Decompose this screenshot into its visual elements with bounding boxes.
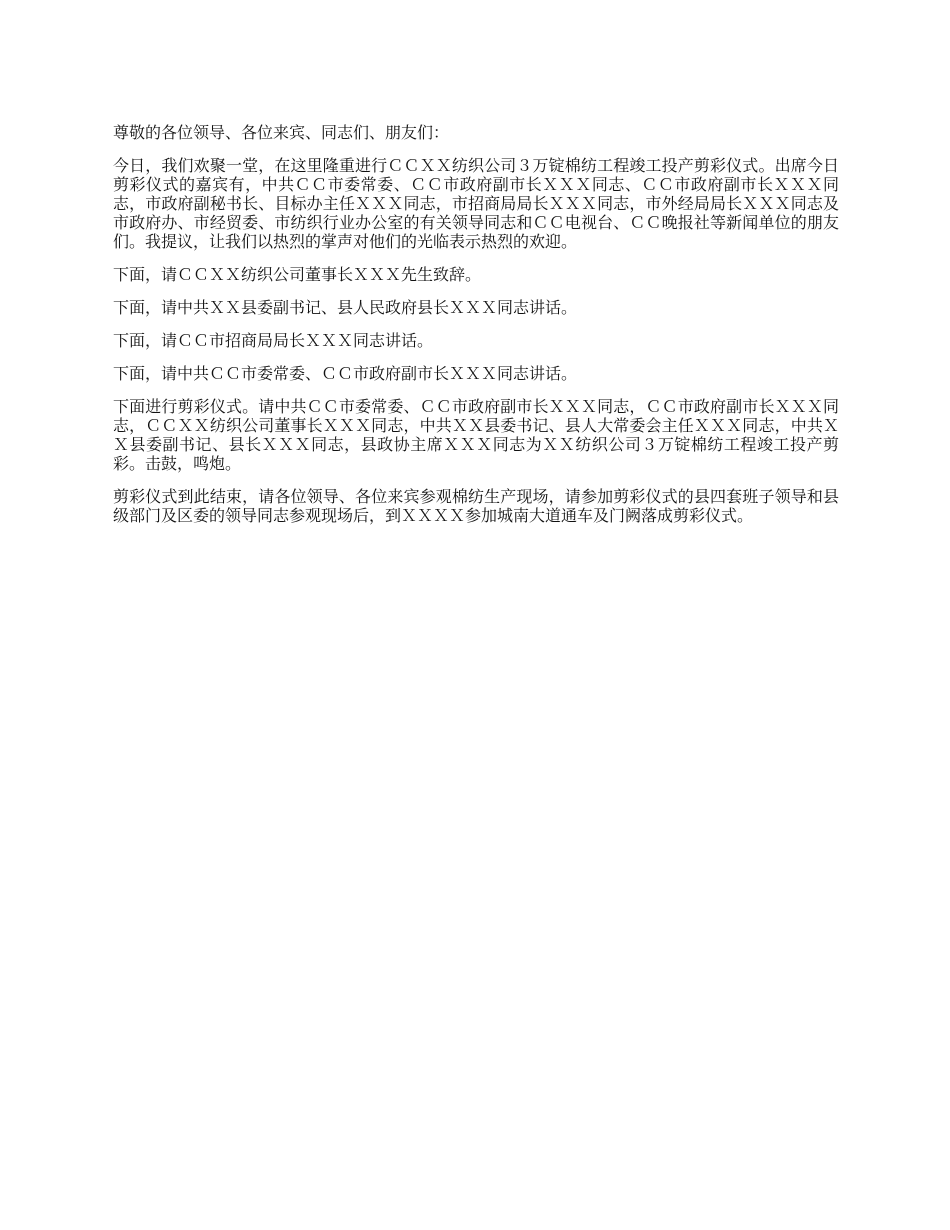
paragraph-chairman-speech: 下面，请ＣＣＸＸ纺织公司董事长ＸＸＸ先生致辞。: [113, 265, 482, 284]
document-body: [113, 123, 839, 539]
paragraph-county-mayor-speech: 下面，请中共ＸＸ县委副书记、县人民政府县长ＸＸＸ同志讲话。: [113, 298, 578, 317]
paragraph-investment-bureau-speech: 下面，请ＣＣ市招商局局长ＸＸＸ同志讲话。: [113, 331, 434, 350]
paragraph-opening: 今日，我们欢聚一堂，在这里隆重进行ＣＣＸＸ纺织公司３万锭棉纺工程竣工投产剪彩仪式。出席今日剪彩仪式的嘉宾有，中共ＣＣ市委常委、ＣＣ市政府副市长ＸＸＸ同志、ＣＣ市政府副市长ＸＸＸ同志，市政府副秘书长、目标办主任ＸＸＸ同志，市招商局局长ＸＸＸ同志，市外经局局长ＸＸＸ同志及市政府办、市经贸委、市纺织行业办公室的有关领导同志和ＣＣ电视台、ＣＣ晚报社等新闻单位的朋友们。我提议，让我们以热烈的掌声对他们的光临表示热烈的欢迎。: [113, 156, 839, 251]
paragraph-closing: 剪彩仪式到此结束，请各位领导、各位来宾参观棉纺生产现场，请参加剪彩仪式的县四套班子领导和县级部门及区委的领导同志参观现场后，到ＸＸＸＸ参加城南大道通车及门阙落成剪彩仪式。: [113, 487, 839, 525]
paragraph-vice-mayor-speech: 下面，请中共ＣＣ市委常委、ＣＣ市政府副市长ＸＸＸ同志讲话。: [113, 364, 578, 383]
salutation: 尊敬的各位领导、各位来宾、同志们、朋友们：: [113, 123, 450, 142]
paragraph-ribbon-cutting: 下面进行剪彩仪式。请中共ＣＣ市委常委、ＣＣ市政府副市长ＸＸＸ同志，ＣＣ市政府副市长ＸＸＸ同志，ＣＣＸＸ纺织公司董事长ＸＸＸ同志，中共ＸＸ县委书记、县人大常委会主任ＸＸＸ同志，中共ＸＸ县委副书记、县长ＸＸＸ同志，县政协主席ＸＸＸ同志为ＸＸ纺织公司３万锭棉纺工程竣工投产剪彩。击鼓，鸣炮。: [113, 397, 839, 473]
